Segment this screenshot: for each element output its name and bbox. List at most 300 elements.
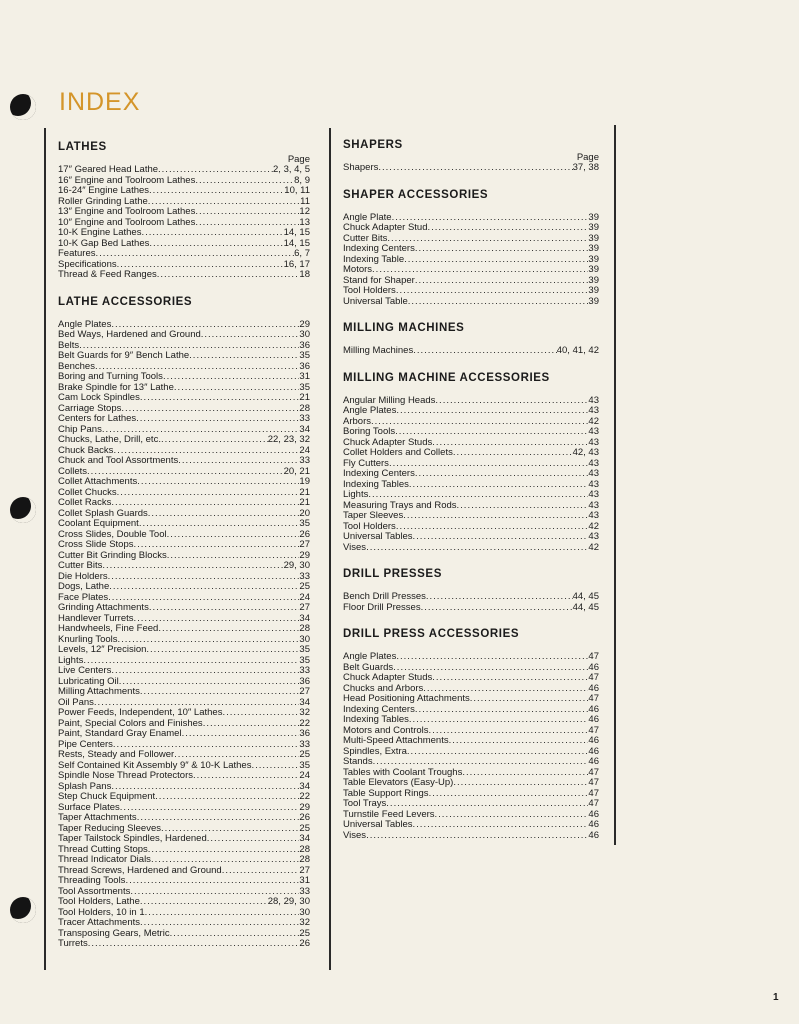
dot-leader [462, 768, 588, 779]
entry-label: Thread & Feed Ranges [58, 269, 157, 280]
dot-leader [222, 866, 300, 877]
entry-page: 34 [299, 780, 310, 792]
index-entry [343, 255, 599, 266]
entry-page: 29, 30 [283, 560, 310, 571]
binder-hole-icon [10, 497, 36, 523]
dot-leader [408, 297, 589, 308]
index-entry [58, 729, 310, 740]
entry-page: 33 [299, 413, 310, 424]
entry-page: 39 [588, 264, 599, 275]
entry-page: 28 [299, 623, 310, 634]
entry-page: 46 [588, 819, 599, 830]
entry-page: 25 [299, 822, 310, 834]
dot-leader [201, 330, 300, 341]
dot-leader [413, 532, 589, 543]
entry-label: Taper Sleeves [343, 510, 404, 521]
dot-leader [386, 799, 588, 810]
entry-page: 25 [299, 581, 310, 592]
dot-leader [366, 543, 588, 554]
dot-leader [140, 393, 300, 404]
entry-label: Table Support Rings [343, 787, 429, 799]
dot-leader [134, 614, 300, 625]
entry-label: Spindles, Extra [343, 745, 407, 757]
index-entry [58, 750, 310, 761]
index-entry [58, 414, 310, 425]
entry-page: 32 [299, 917, 310, 928]
dot-leader [387, 234, 588, 245]
entry-label: Oil Pans [58, 696, 94, 708]
entry-label: Cutter Bit Grinding Blocks [58, 549, 167, 561]
entry-page: 35 [299, 350, 310, 361]
entry-page: 32 [299, 707, 310, 718]
index-entry [58, 813, 310, 824]
entry-label: Handwheels, Fine Feed [58, 623, 159, 634]
index-entry [58, 876, 310, 887]
dot-leader [140, 687, 300, 698]
dot-leader [83, 656, 299, 667]
entry-page: 11 [300, 195, 310, 207]
entry-page: 30 [299, 329, 310, 340]
entry-label: 10″ Engine and Toolroom Lathes [58, 216, 196, 228]
dot-leader [435, 810, 589, 821]
dot-leader [409, 715, 589, 726]
entry-label: Motors [343, 264, 373, 275]
dot-leader [174, 383, 300, 394]
section-heading: SHAPER ACCESSORIES [343, 188, 489, 201]
dot-leader [396, 406, 588, 417]
heading-spacer [343, 385, 599, 396]
index-entry [58, 165, 310, 176]
center-rule [329, 128, 331, 970]
entry-page: 24 [299, 770, 310, 781]
dot-leader [88, 939, 300, 950]
entry-label: Collet Holders and Collets [343, 447, 453, 458]
index-entry [58, 624, 310, 635]
entry-page: 44, 45 [572, 601, 599, 613]
entry-label: Boring and Turning Tools [58, 371, 163, 382]
index-entry [343, 223, 599, 234]
entry-label: Centers for Lathes [58, 413, 137, 424]
entry-label: Angle Plates [343, 651, 397, 662]
entry-page: 43 [588, 531, 599, 542]
index-entry [58, 372, 310, 383]
entry-label: Motors and Controls [343, 724, 429, 736]
dot-leader [193, 771, 299, 782]
index-entry [58, 270, 310, 281]
dot-leader [415, 705, 589, 716]
entry-page: 46 [588, 808, 599, 820]
entry-label: Thread Screws, Hardened and Ground [58, 864, 222, 876]
section-spacer [343, 174, 599, 188]
index-entry [343, 652, 599, 663]
entry-page: 34 [299, 696, 310, 708]
entry-page: 34 [299, 423, 310, 435]
dot-leader [149, 186, 284, 197]
dot-leader [96, 249, 295, 260]
entry-label: Splash Pans [58, 780, 112, 792]
entry-page: 43 [588, 489, 599, 500]
dot-leader [389, 459, 588, 470]
entry-label: Belts [58, 339, 80, 351]
entry-label: Belt Guards for 9″ Bench Lathe [58, 350, 190, 361]
entry-page: 46 [588, 661, 599, 673]
page-number: 1 [773, 992, 779, 1003]
entry-page: 34 [299, 612, 310, 624]
entry-label: Tables with Coolant Troughs [343, 766, 463, 778]
entry-label: Floor Drill Presses [343, 601, 421, 613]
entry-label: Cam Lock Spindles [58, 392, 140, 403]
dot-leader [396, 652, 588, 663]
entry-page: 10, 11 [284, 185, 310, 196]
index-entry [58, 918, 310, 929]
entry-page: 26 [299, 938, 310, 949]
entry-page: 43 [588, 405, 599, 416]
entry-label: Transposing Gears, Metric [58, 927, 170, 939]
index-entry [58, 540, 310, 551]
right-column [343, 138, 599, 841]
section-heading: MILLING MACHINE ACCESSORIES [343, 371, 550, 384]
dot-leader [409, 480, 589, 491]
dot-leader [207, 834, 300, 845]
dot-leader [415, 469, 589, 480]
dot-leader [432, 438, 588, 449]
entry-page: 35 [299, 381, 310, 393]
dot-leader [371, 417, 588, 428]
dot-leader [161, 435, 268, 446]
index-entry [58, 456, 310, 467]
entry-label: Indexing Centers [343, 243, 415, 254]
entry-page: 20 [299, 507, 310, 519]
index-section [343, 613, 599, 841]
index-entry [343, 694, 599, 705]
entry-page: 12 [299, 206, 310, 217]
entry-label: Collets [58, 465, 88, 477]
entry-label: Tracer Attachments [58, 917, 141, 928]
entry-label: Lights [343, 489, 369, 500]
index-entry [58, 519, 310, 530]
index-entry [343, 747, 599, 758]
entry-label: Die Holders [58, 570, 108, 582]
entry-page: 42 [588, 415, 599, 427]
entry-label: Coolant Equipment [58, 518, 139, 529]
index-section [343, 357, 599, 554]
entry-page: 6, 7 [294, 248, 310, 259]
entry-label: Indexing Centers [343, 468, 415, 479]
entry-page: 47 [588, 798, 599, 809]
section-heading: LATHE ACCESSORIES [58, 295, 193, 308]
index-entry [343, 592, 599, 603]
entry-page: 27 [299, 686, 310, 697]
dot-leader [111, 666, 299, 677]
dot-leader [121, 404, 299, 415]
page-column-label: Page [576, 152, 599, 163]
entry-page: 39 [588, 253, 599, 265]
index-entry [343, 480, 599, 491]
dot-leader [415, 276, 589, 287]
dot-leader [102, 561, 283, 572]
dot-leader [429, 789, 589, 800]
index-entry [343, 715, 599, 726]
entry-page: 36 [299, 675, 310, 687]
entry-label: Chuck and Tool Assortments [58, 455, 179, 466]
index-entry [343, 757, 599, 768]
entry-page: 16, 17 [283, 258, 310, 270]
entry-label: Indexing Centers [343, 703, 415, 715]
entry-page: 46 [588, 829, 599, 841]
entry-page: 40, 41, 42 [556, 345, 599, 356]
index-entry [58, 855, 310, 866]
dot-leader [251, 761, 299, 772]
index-entry [58, 645, 310, 656]
entry-page: 47 [588, 787, 599, 799]
entry-page: 28 [299, 854, 310, 865]
dot-leader [396, 286, 589, 297]
entry-page: 44, 45 [572, 591, 599, 602]
index-entry [343, 532, 599, 543]
dot-leader [111, 498, 299, 509]
entry-label: Angle Plates [58, 318, 112, 330]
index-entry [343, 448, 599, 459]
entry-page: 42 [588, 541, 599, 553]
dot-leader [195, 176, 294, 187]
dot-leader [120, 803, 300, 814]
entry-label: Vises [343, 541, 367, 553]
entry-page: 43 [588, 468, 599, 479]
index-section [343, 307, 599, 357]
index-entry [58, 351, 310, 362]
entry-page: 39 [588, 222, 599, 233]
entry-page: 39 [588, 243, 599, 254]
section-heading: LATHES [58, 141, 107, 153]
entry-page: 26 [299, 812, 310, 823]
entry-label: Shapers [343, 162, 379, 173]
entry-label: Turrets [58, 938, 88, 949]
entry-page: 35 [299, 654, 310, 666]
dot-leader [413, 346, 557, 357]
entry-label: Vises [343, 829, 367, 841]
entry-page: 28, 29, 30 [267, 896, 310, 907]
index-entry [343, 163, 599, 174]
entry-page: 36 [299, 360, 310, 372]
dot-leader [453, 448, 573, 459]
entry-page: 35 [299, 644, 310, 655]
entry-page: 36 [299, 339, 310, 351]
index-entry [58, 435, 310, 446]
entry-label: Taper Reducing Sleeves [58, 822, 161, 834]
entry-page: 31 [299, 371, 310, 382]
entry-label: Bed Ways, Hardened and Ground [58, 329, 201, 340]
dot-leader [145, 908, 300, 919]
index-entry [58, 708, 310, 719]
page-title: INDEX [59, 88, 141, 116]
entry-page: 43 [588, 394, 599, 406]
dot-leader [432, 673, 588, 684]
index-section [343, 174, 599, 308]
entry-label: Boring Tools [343, 426, 396, 437]
entry-page: 22 [299, 717, 310, 729]
entry-page: 47 [588, 777, 599, 788]
entry-label: Levels, 12″ Precision [58, 644, 147, 655]
dot-leader [203, 719, 300, 730]
entry-page: 36 [299, 728, 310, 739]
right-rule [614, 125, 616, 845]
entry-page: 27 [299, 539, 310, 550]
entry-label: Indexing Tables [343, 714, 409, 725]
entry-label: Pipe Centers [58, 738, 113, 750]
index-entry [58, 186, 310, 197]
dot-leader [373, 757, 589, 768]
dot-leader [453, 778, 588, 789]
dot-leader [449, 736, 589, 747]
dot-leader [167, 530, 300, 541]
entry-page: 14, 15 [283, 237, 310, 249]
entry-label: Cross Slide Stops [58, 539, 134, 550]
entry-label: Head Positioning Attachments [343, 693, 470, 704]
dot-leader [189, 351, 299, 362]
entry-label: Thread Indicator Dials [58, 854, 151, 865]
entry-label: Indexing Table [343, 253, 405, 265]
entry-label: Taper Tailstock Spindles, Hardened [58, 833, 207, 844]
index-entry [58, 477, 310, 488]
index-entry [343, 265, 599, 276]
index-section [343, 138, 599, 174]
entry-label: Turnstile Feed Levers [343, 808, 435, 820]
dot-leader [174, 750, 299, 761]
dot-leader [149, 239, 283, 250]
dot-leader [140, 918, 299, 929]
entry-page: 25 [299, 749, 310, 760]
entry-page: 28 [299, 402, 310, 414]
entry-label: Tool Trays [343, 798, 387, 809]
entry-label: Cutter Bits [58, 560, 103, 571]
binder-hole-icon [10, 897, 36, 923]
heading-spacer [58, 309, 310, 320]
entry-label: Angular Milling Heads [343, 394, 436, 406]
entry-page: 29 [299, 549, 310, 561]
entry-page: 26 [299, 528, 310, 540]
entry-label: Cutter Bits [343, 232, 388, 244]
dot-leader [395, 427, 588, 438]
entry-page: 35 [299, 518, 310, 529]
dot-leader [163, 372, 299, 383]
dot-leader [149, 603, 300, 614]
entry-page: 39 [588, 274, 599, 286]
dot-leader [148, 845, 300, 856]
entry-label: Face Plates [58, 591, 109, 603]
entry-page: 43 [588, 436, 599, 448]
index-entry [58, 393, 310, 404]
section-heading: SHAPERS [343, 139, 403, 151]
entry-page: 8, 9 [294, 174, 310, 186]
entry-label: Fly Cutters [343, 457, 389, 469]
entry-page: 22 [299, 791, 310, 802]
entry-label: Roller Grinding Lathe [58, 195, 148, 207]
dot-leader [372, 265, 588, 276]
entry-page: 33 [299, 570, 310, 582]
entry-label: Multi-Speed Attachments [343, 735, 449, 746]
index-entry [343, 799, 599, 810]
entry-label: Collet Splash Guards [58, 507, 148, 519]
entry-page: 37, 38 [572, 162, 599, 173]
index-entry [58, 207, 310, 218]
entry-label: Chuck Backs [58, 444, 114, 456]
entry-page: 46 [588, 745, 599, 757]
entry-label: Chuck Adapter Studs [343, 436, 433, 448]
index-entry [343, 603, 599, 614]
entry-label: 16-24″ Engine Lathes [58, 185, 150, 196]
entry-page: 35 [299, 759, 310, 771]
entry-label: Chucks and Arbors [343, 682, 424, 694]
entry-label: Benches [58, 360, 95, 372]
index-section [343, 553, 599, 613]
entry-label: Live Centers [58, 665, 112, 676]
entry-page: 47 [588, 724, 599, 736]
index-entry [343, 346, 599, 357]
entry-label: Measuring Trays and Rods [343, 499, 457, 511]
entry-label: Milling Attachments [58, 686, 140, 697]
index-entry [58, 792, 310, 803]
entry-label: Lubricating Oil [58, 675, 119, 687]
index-entry [58, 771, 310, 782]
entry-page: 43 [588, 499, 599, 511]
dot-leader [158, 165, 273, 176]
entry-label: Angle Plate [343, 211, 392, 223]
index-entry [58, 897, 310, 908]
entry-page: 24 [299, 591, 310, 603]
entry-page: 43 [588, 510, 599, 521]
entry-page: 46 [588, 703, 599, 715]
entry-page: 27 [299, 864, 310, 876]
entry-label: Carriage Stops [58, 402, 122, 414]
index-entry [343, 736, 599, 747]
heading-spacer [343, 202, 599, 213]
dot-leader [170, 929, 300, 940]
dot-leader [155, 792, 299, 803]
dot-leader [435, 396, 588, 407]
entry-page: 39 [588, 211, 599, 223]
dot-leader [378, 163, 572, 174]
entry-label: Stand for Shaper [343, 274, 415, 286]
entry-label: Self Contained Kit Assembly 9″ & 10-K Lathes [58, 759, 252, 771]
dot-leader [222, 708, 299, 719]
section-heading: MILLING MACHINES [343, 322, 465, 334]
entry-label: Threading Tools [58, 875, 126, 886]
entry-label: 13″ Engine and Toolroom Lathes [58, 206, 196, 217]
dot-leader [415, 244, 589, 255]
entry-label: Spindle Nose Thread Protectors [58, 770, 194, 781]
section-heading: DRILL PRESSES [343, 568, 442, 580]
entry-label: Chip Pans [58, 423, 102, 435]
index-entry [58, 666, 310, 677]
index-entry [58, 929, 310, 940]
index-entry [58, 687, 310, 698]
entry-page: 24 [299, 444, 310, 456]
entry-label: Surface Plates [58, 801, 120, 813]
dot-leader [139, 519, 300, 530]
section-spacer [343, 307, 599, 321]
entry-page: 18 [299, 269, 310, 280]
entry-label: Indexing Tables [343, 478, 409, 490]
section-spacer [343, 357, 599, 371]
entry-label: Chucks, Lathe, Drill, etc. [58, 434, 161, 445]
dot-leader [366, 831, 588, 842]
index-entry [58, 834, 310, 845]
entry-page: 31 [299, 875, 310, 886]
entry-label: Thread Cutting Stops [58, 843, 148, 855]
index-entry [343, 286, 599, 297]
entry-label: Features [58, 248, 96, 259]
dot-leader [413, 820, 589, 831]
